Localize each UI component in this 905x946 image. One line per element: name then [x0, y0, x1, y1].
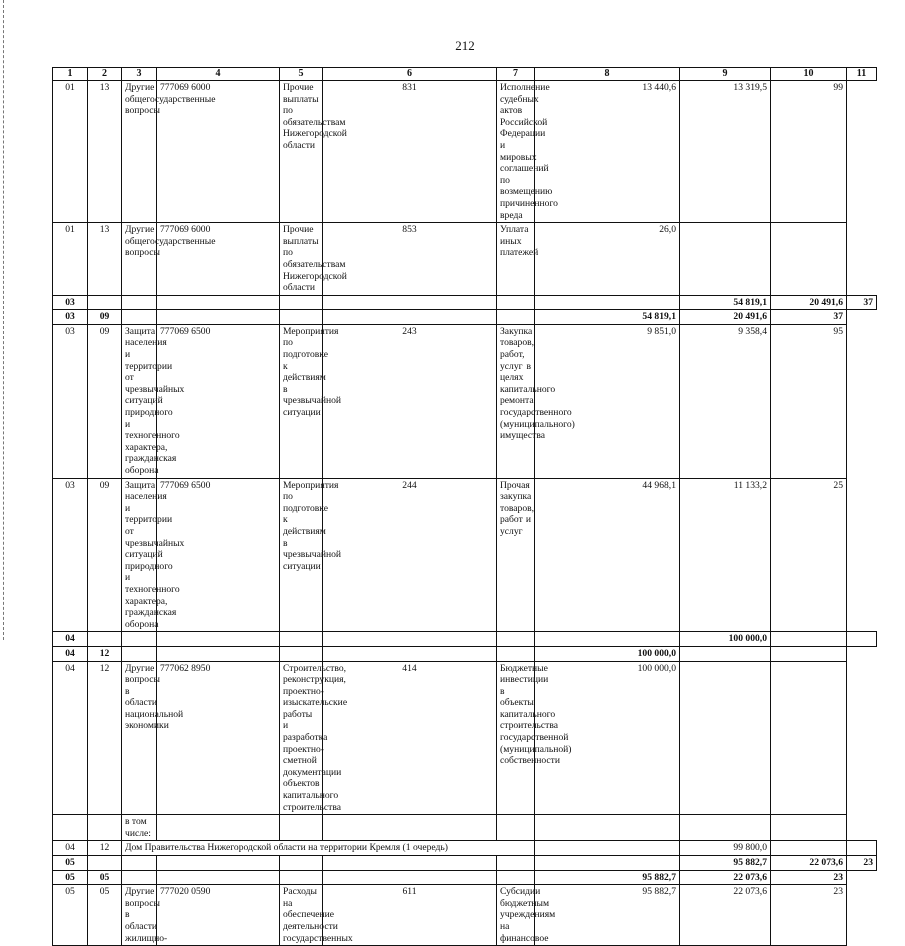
subsection-code: 12 — [88, 661, 122, 815]
percent-execution: 37 — [771, 310, 847, 325]
section-code: 05 — [53, 856, 88, 871]
subsection-code: 12 — [88, 841, 122, 856]
percent-execution: 37 — [847, 295, 877, 310]
percent-execution — [771, 223, 847, 296]
section-code: 05 — [53, 885, 88, 946]
section-code: 03 — [53, 295, 88, 310]
amount-actual: 9 358,4 — [680, 324, 771, 478]
table-row — [53, 223, 877, 296]
amount-plan: 100 000,0 — [535, 646, 680, 661]
target-name: Строительство, реконструкция, проектно-изыскательские работы и разработка проектно-сметной документации объектов капитального строительства — [280, 661, 323, 815]
subsection-name: Другие вопросы в области жилищно- — [122, 885, 157, 946]
header-cell: 9 — [680, 68, 771, 81]
amount-plan: 95 882,7 — [535, 885, 680, 946]
amount-actual: 22 073,6 — [680, 870, 771, 885]
target-code: 777069 6500 — [157, 324, 280, 478]
header-cell: 11 — [847, 68, 877, 81]
header-cell: 6 — [323, 68, 497, 81]
amount-plan: 44 968,1 — [535, 478, 680, 632]
amount-actual: 20 491,6 — [680, 310, 771, 325]
amount-plan: 99 800,0 — [680, 841, 771, 856]
section-code: 01 — [53, 223, 88, 296]
section-total-row — [53, 295, 877, 310]
amount-plan: 54 819,1 — [535, 310, 680, 325]
subsection-name: Другие общегосударственные вопросы — [122, 223, 157, 296]
subsection-name: Другие общегосударственные вопросы — [122, 81, 157, 223]
subsection-code: 05 — [88, 870, 122, 885]
amount-actual: 13 319,5 — [680, 81, 771, 223]
amount-plan: 13 440,6 — [535, 81, 680, 223]
expense-type-code: 414 — [323, 661, 497, 815]
expense-type-name: Бюджетные инвестиции в объекты капитального строительства государственной (муниципальной) собственности — [497, 661, 535, 815]
section-code: 03 — [53, 324, 88, 478]
subsection-code: 12 — [88, 646, 122, 661]
header-cell: 5 — [280, 68, 323, 81]
section-code: 04 — [53, 632, 88, 647]
object-name: Дом Правительства Нижегородской области на территории Кремля (1 очередь) — [122, 841, 535, 856]
including-row — [53, 815, 877, 841]
amount-actual: 22 073,6 — [771, 856, 847, 871]
expense-type-code: 244 — [323, 478, 497, 632]
subsection-code: 13 — [88, 81, 122, 223]
header-cell: 4 — [157, 68, 280, 81]
section-code: 03 — [53, 310, 88, 325]
amount-plan: 100 000,0 — [680, 632, 771, 647]
table-row — [53, 81, 877, 223]
target-name: Мероприятия по подготовке к действиям в чрезвычайной ситуации — [280, 478, 323, 632]
percent-execution: 99 — [771, 81, 847, 223]
amount-plan: 54 819,1 — [680, 295, 771, 310]
expense-type-name: Уплата иных платежей — [497, 223, 535, 296]
percent-execution: 23 — [771, 885, 847, 946]
table-row — [53, 661, 877, 815]
target-name: Мероприятия по подготовке к действиям в чрезвычайной ситуации — [280, 324, 323, 478]
section-code: 03 — [53, 478, 88, 632]
header-cell: 7 — [497, 68, 535, 81]
target-code: 777069 6500 — [157, 478, 280, 632]
expense-type-code: 243 — [323, 324, 497, 478]
subsection-total-row — [53, 870, 877, 885]
section-code: 04 — [53, 661, 88, 815]
amount-plan: 26,0 — [535, 223, 680, 296]
table-row — [53, 885, 877, 946]
section-code: 01 — [53, 81, 88, 223]
header-cell: 2 — [88, 68, 122, 81]
header-cell: 3 — [122, 68, 157, 81]
section-code: 04 — [53, 646, 88, 661]
amount-plan: 100 000,0 — [535, 661, 680, 815]
section-total-row — [53, 632, 877, 647]
target-name: Прочие выплаты по обязательствам Нижегородской области — [280, 223, 323, 296]
amount-actual: 11 133,2 — [680, 478, 771, 632]
header-row — [53, 68, 877, 81]
expense-type-code: 853 — [323, 223, 497, 296]
table-row — [53, 324, 877, 478]
object-row — [53, 841, 877, 856]
margin-line — [3, 0, 4, 640]
amount-plan: 95 882,7 — [535, 870, 680, 885]
section-code: 05 — [53, 870, 88, 885]
subsection-name: Защита населения и территории от чрезвычайных ситуаций природного и техногенного характера, гражданская оборона — [122, 324, 157, 478]
target-code: 777020 0590 — [157, 885, 280, 946]
target-name: Прочие выплаты по обязательствам Нижегородской области — [280, 81, 323, 223]
section-total-row — [53, 856, 877, 871]
amount-actual — [680, 223, 771, 296]
subsection-total-row — [53, 646, 877, 661]
percent-execution: 23 — [847, 856, 877, 871]
expense-type-code: 611 — [323, 885, 497, 946]
subsection-name: Защита населения и территории от чрезвычайных ситуаций природного и техногенного характера, гражданская оборона — [122, 478, 157, 632]
header-cell: 10 — [771, 68, 847, 81]
amount-actual: 20 491,6 — [771, 295, 847, 310]
subsection-code: 09 — [88, 324, 122, 478]
subsection-name: Другие вопросы в области национальной экономики — [122, 661, 157, 815]
target-code: 777062 8950 — [157, 661, 280, 815]
table-row — [53, 478, 877, 632]
expense-type-name: Субсидии бюджетным учреждениям на финансовое — [497, 885, 535, 946]
amount-actual: 22 073,6 — [680, 885, 771, 946]
expense-type-code: 831 — [323, 81, 497, 223]
target-code: 777069 6000 — [157, 81, 280, 223]
section-code: 04 — [53, 841, 88, 856]
expense-type-name: Прочая закупка товаров, работ и услуг — [497, 478, 535, 632]
page-number: 212 — [455, 38, 475, 53]
expense-type-name: Исполнение судебных актов Российской Федерации и мировых соглашений по возмещению причиненного вреда — [497, 81, 535, 223]
target-name: Расходы на обеспечение деятельности государственных — [280, 885, 323, 946]
percent-execution: 23 — [771, 870, 847, 885]
amount-plan: 95 882,7 — [680, 856, 771, 871]
subsection-code: 09 — [88, 310, 122, 325]
budget-table — [52, 67, 877, 946]
header-cell: 1 — [53, 68, 88, 81]
subsection-code: 09 — [88, 478, 122, 632]
including-label: в том числе: — [122, 815, 157, 841]
subsection-total-row — [53, 310, 877, 325]
target-code: 777069 6000 — [157, 223, 280, 296]
header-cell: 8 — [535, 68, 680, 81]
subsection-code: 05 — [88, 885, 122, 946]
amount-plan: 9 851,0 — [535, 324, 680, 478]
expense-type-name: Закупка товаров, работ, услуг в целях капитального ремонта государственного (муниципального) имущества — [497, 324, 535, 478]
subsection-code: 13 — [88, 223, 122, 296]
percent-execution: 25 — [771, 478, 847, 632]
percent-execution: 95 — [771, 324, 847, 478]
